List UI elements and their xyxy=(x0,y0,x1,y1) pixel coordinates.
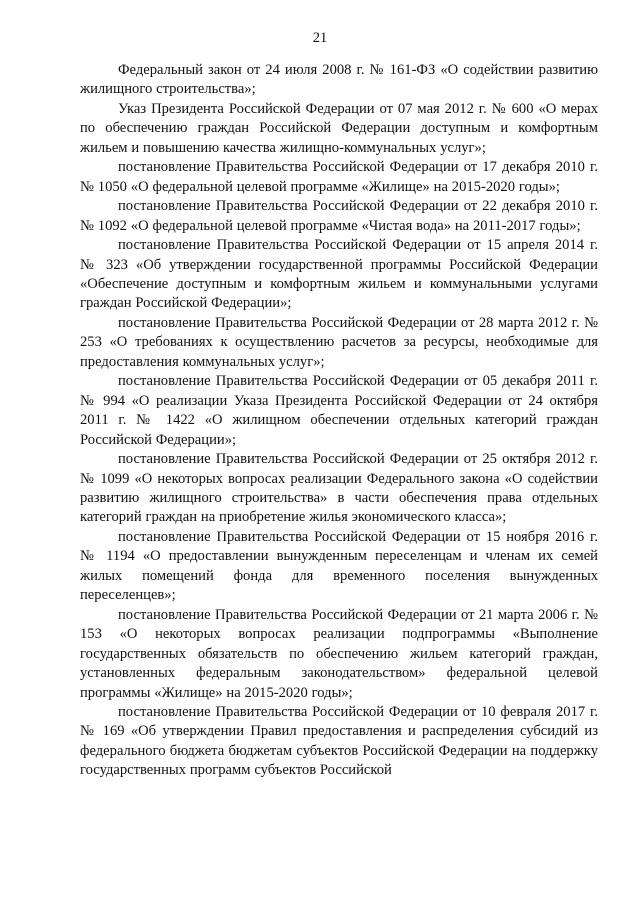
paragraph-resolution-323: постановление Правительства Российской Федерации от 15 апреля 2014 г. № 323 «Об утверждении государственной программы Российской Федерации «Обеспечение доступным и комфортным жильем и коммунальными услугами граждан Российской Федерации»; xyxy=(80,237,598,312)
paragraph-resolution-169: постановление Правительства Российской Федерации от 10 февраля 2017 г. № 169 «Об утверждении Правил предоставления и распределения субсидий из федерального бюджета бюджетам субъектов Российской Федерации на поддержку государственных программ субъектов Российской xyxy=(80,703,598,779)
paragraph-resolution-1194: постановление Правительства Российской Федерации от 15 ноября 2016 г. № 1194 «О предоставлении вынужденным переселенцам и членам их семей жилых помещений фонда для временного поселения вынужденных переселенцев»; xyxy=(80,528,598,604)
paragraph-resolution-1050: постановление Правительства Российской Федерации от 17 декабря 2010 г. № 1050 «О федеральной целевой программе «Жилище» на 2015-2020 годы»; xyxy=(80,159,598,195)
page-number: 21 xyxy=(312,30,328,46)
paragraph-resolution-1092: постановление Правительства Российской Федерации от 22 декабря 2010 г. № 1092 «О федеральной целевой программе «Чистая вода» на 2011-2017 годы»; xyxy=(80,198,598,234)
document-body xyxy=(80,61,598,781)
paragraph-resolution-253: постановление Правительства Российской Федерации от 28 марта 2012 г. № 253 «О требованиях к осуществлению расчетов за ресурсы, необходимые для предоставления коммунальных услуг»; xyxy=(80,314,598,370)
paragraph-resolution-153: постановление Правительства Российской Федерации от 21 марта 2006 г. № 153 «О некоторых вопросах реализации подпрограммы «Выполнение государственных обязательств по обеспечению жильем категорий граждан, установленных федеральным законодательством» федеральной целевой программы «Жилище» на 2015-2020 годы»; xyxy=(80,606,598,701)
paragraph-decree-600: Указ Президента Российской Федерации от 07 мая 2012 г. № 600 «О мерах по обеспечению граждан Российской Федерации доступным и комфортным жильем и повышению качества жилищно-коммунальных услуг»; xyxy=(80,100,598,156)
paragraph-federal-law-161fz: Федеральный закон от 24 июля 2008 г. № 161-ФЗ «О содействии развитию жилищного строительства»; xyxy=(80,62,598,98)
paragraph-resolution-994: постановление Правительства Российской Федерации от 05 декабря 2011 г. № 994 «О реализации Указа Президента Российской Федерации от 24 октября 2011 г. № 1422 «О жилищном обеспечении отдельных категорий граждан Российской Федерации»; xyxy=(80,373,598,448)
paragraph-resolution-1099: постановление Правительства Российской Федерации от 25 октября 2012 г. № 1099 «О некоторых вопросах реализации Федерального закона «О содействии развитию жилищного строительства» в части обеспечения права отдельных категорий граждан на приобретение жилья экономического класса»; xyxy=(80,451,598,526)
